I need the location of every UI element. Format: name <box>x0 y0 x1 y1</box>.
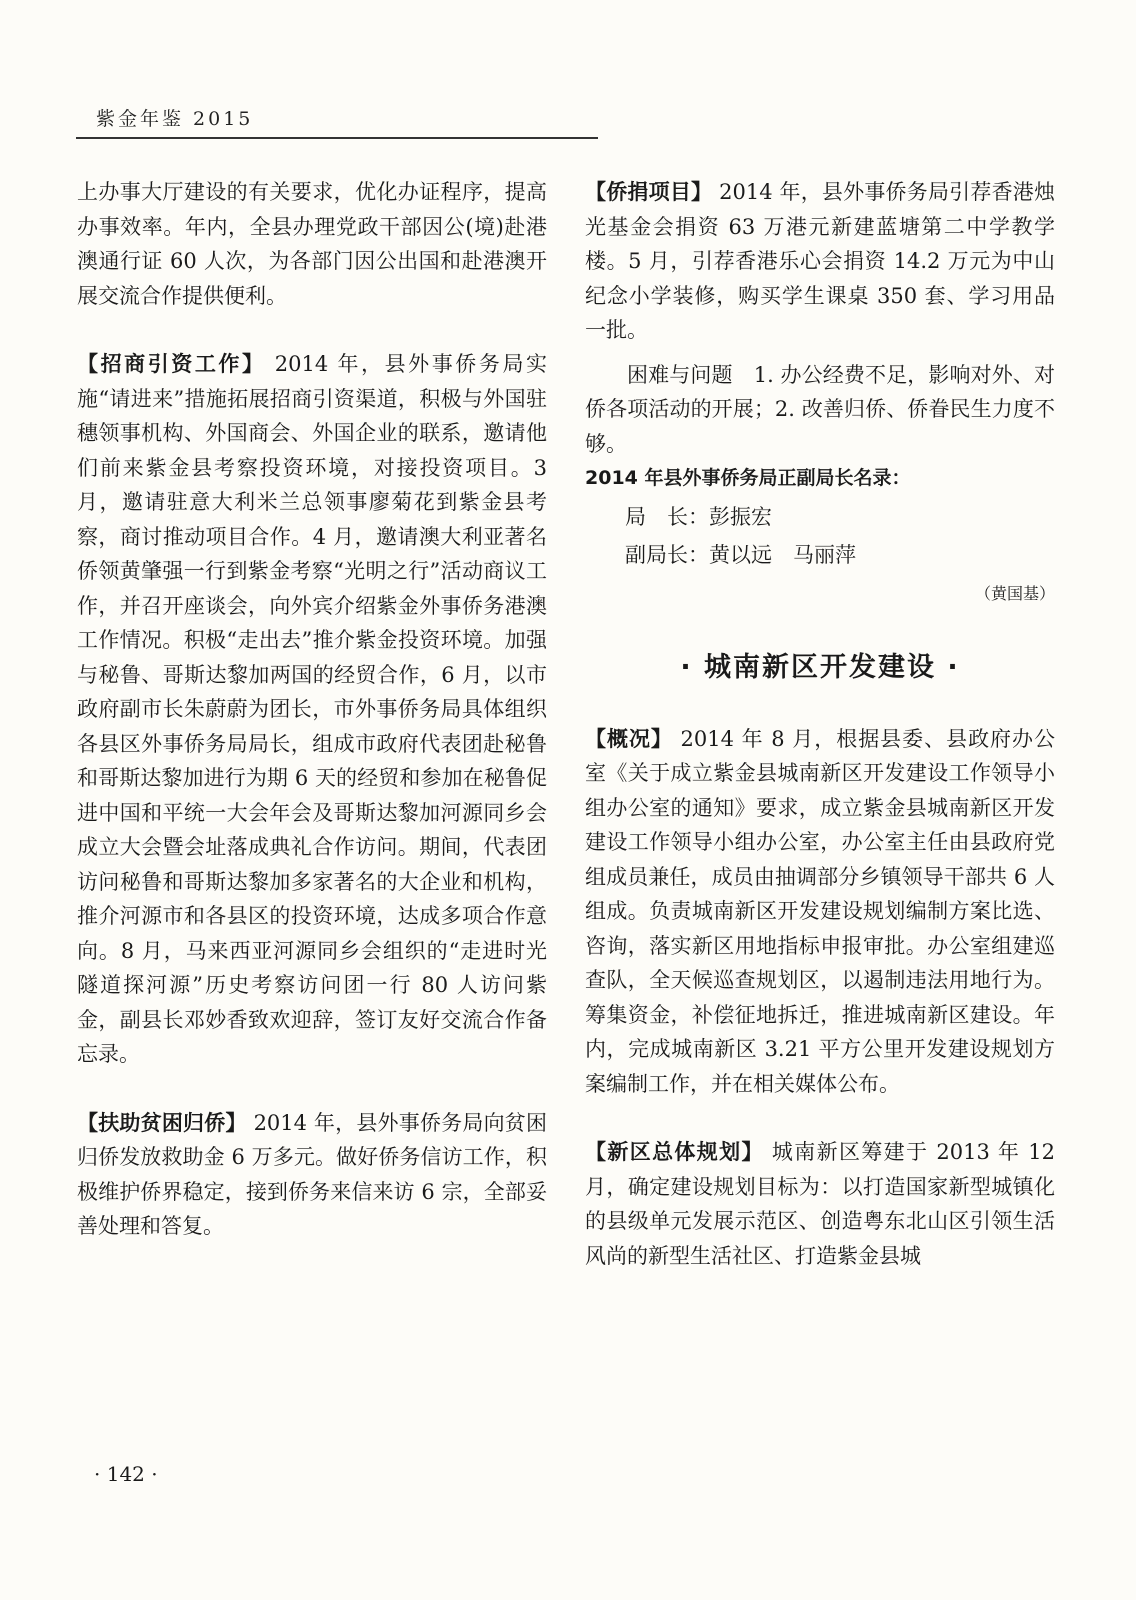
roster-deputy: 副局长：黄以远 马丽萍 <box>625 543 856 567</box>
running-title: 紫金年鉴 2015 <box>96 108 254 130</box>
paragraph-continued: 上办事大厅建设的有关要求，优化办证程序，提高办事效率。年内，全县办理党政干部因公(境)赴港澳通行证 60 人次，为各部门因公出国和赴港澳开展交流合作提供便利。 <box>77 180 547 308</box>
paragraph-heading: 【侨捐项目】 <box>585 180 713 204</box>
paragraph-difficulties: 困难与问题 1. 办公经费不足，影响对外、对侨各项活动的开展；2. 改善归侨、侨眷民生力度不够。 <box>585 362 1055 456</box>
section-title: · 城南新区开发建设 · <box>680 652 960 683</box>
paragraph-body: 2014 年，县外事侨务局实施“请进来”措施拓展招商引资渠道，积极与外国驻穗领事机构、外国商会、外国企业的联系，邀请他们前来紫金县考察投资环境，对接投资项目。3 月，邀请驻意大利米兰总领事廖菊花到紫金县考察，商讨推动项目合作。4 月，邀请澳大利亚著名侨领黄肇强一行到紫金考察“光明之行”活动商议工作，并召开座谈会，向外宾介绍紫金外事侨务港澳工作情况。积极“走出去”推介紫金投资环境。加强与秘鲁、哥斯达黎加两国的经贸合作，6 月，以市政府副市长朱蔚蔚为团长，市外事侨务局具体组织各县区外事侨务局局长，组成市政府代表团赴秘鲁和哥斯达黎加进行为期 6 天的经贸和参加在秘鲁促进中国和平统一大会年会及哥斯达黎加河源同乡会成立大会暨会址落成典礼合作访问。期间，代表团访问秘鲁和哥斯达黎加多家著名的大企业和机构，推介河源市和各县区的投资环境，达成多项合作意向。8 月，马来西亚河源同乡会组织的“走进时光隧道探河源”历史考察访问团一行 80 人访问紫金，副县长邓妙香致欢迎辞，签订友好交流合作备忘录。 <box>77 352 548 1066</box>
paragraph-heading: 【招商引资工作】 <box>77 352 266 376</box>
paragraph-investment <box>77 347 547 1072</box>
paragraph-overview <box>585 722 1055 1102</box>
paragraph-donation-projects <box>585 175 1055 348</box>
roster-title: 2014 年县外事侨务局正副局长名录： <box>585 467 911 489</box>
paragraph-master-plan <box>585 1135 1055 1273</box>
paragraph-heading: 【扶助贫困归侨】 <box>77 1110 247 1135</box>
roster-director: 局 长：彭振宏 <box>625 504 772 529</box>
right-column <box>585 175 1055 1273</box>
left-column <box>77 175 547 1244</box>
paragraph-poverty-aid <box>77 1106 547 1244</box>
paragraph-body: 2014 年，县外事侨务局引荐香港烛光基金会捐资 63 万港元新建蓝塘第二中学教学楼。5 月，引荐香港乐心会捐资 14.2 万元为中山纪念小学装修，购买学生课桌 350 套、学习用品一批。 <box>585 180 1056 342</box>
paragraph-heading: 【概况】 <box>585 726 673 751</box>
author-credit: （黄国基） <box>974 583 1055 603</box>
paragraph-body: 2014 年，县外事侨务局向贫困归侨发放救助金 6 万多元。做好侨务信访工作，积极维护侨界稳定，接到侨务来信来访 6 宗，全部妥善处理和答复。 <box>77 1110 548 1238</box>
header-rule <box>76 137 598 139</box>
paragraph-body: 2014 年 8 月，根据县委、县政府办公室《关于成立紫金县城南新区开发建设工作领导小组办公室的通知》要求，成立紫金县城南新区开发建设工作领导小组办公室，办公室主任由县政府党组成员兼任，成员由抽调部分乡镇领导干部共 6 人组成。负责城南新区开发建设规划编制方案比选、咨询，落实新区用地指标申报审批。办公室组建巡查队，全天候巡查规划区，以遏制违法用地行为。筹集资金，补偿征地拆迁，推进城南新区建设。年内，完成城南新区 3.21 平方公里开发建设规划方案编制工作，并在相关媒体公布。 <box>585 726 1055 1096</box>
page-number: · 142 · <box>94 1462 158 1486</box>
paragraph-body: 城南新区筹建于 2013 年 12 月，确定建设规划目标为：以打造国家新型城镇化的县级单元发展示范区、创造粤东北山区引领生活风尚的新型生活社区、打造紫金县城 <box>585 1140 1055 1268</box>
paragraph-heading: 【新区总体规划】 <box>585 1140 764 1164</box>
